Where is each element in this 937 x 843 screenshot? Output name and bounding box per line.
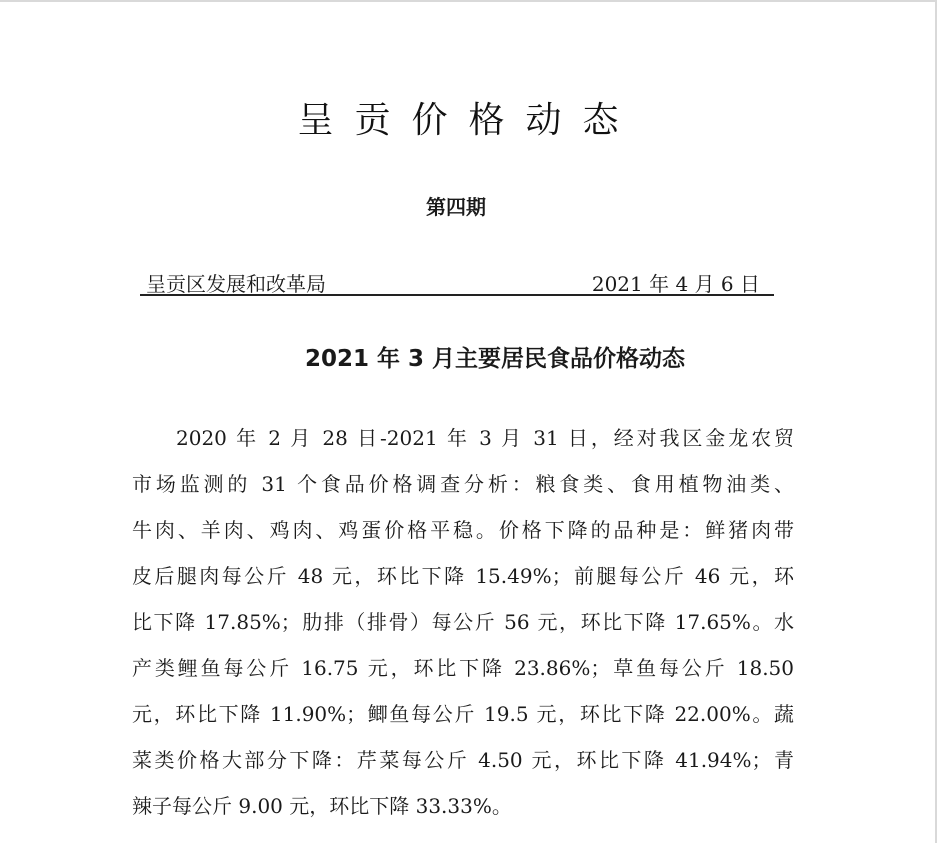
document-title: 呈贡价格动态 xyxy=(297,100,640,141)
body-line: 2020 年 2 月 28 日-2021 年 3 月 31 日，经对我区金龙农贸 xyxy=(176,426,794,450)
page-edge-top xyxy=(0,0,937,2)
issue-number: 第四期 xyxy=(426,195,486,219)
article-headline: 2021 年 3 月主要居民食品价格动态 xyxy=(304,346,686,372)
body-line: 市场监测的 31 个食品价格调查分析：粮食类、食用植物油类、 xyxy=(132,472,794,496)
issue-date: 2021 年 4 月 6 日 xyxy=(591,272,760,296)
body-line: 产类鲤鱼每公斤 16.75 元，环比下降 23.86%；草鱼每公斤 18.50 xyxy=(132,656,794,680)
body-line: 牛肉、羊肉、鸡肉、鸡蛋价格平稳。价格下降的品种是：鲜猪肉带 xyxy=(132,518,794,542)
body-line: 比下降 17.85%；肋排（排骨）每公斤 56 元，环比下降 17.65%。水 xyxy=(132,610,794,634)
article-body xyxy=(132,418,794,832)
body-line: 辣子每公斤 9.00 元，环比下降 33.33%。 xyxy=(132,794,512,818)
body-line: 元，环比下降 11.90%；鲫鱼每公斤 19.5 元，环比下降 22.00%。蔬 xyxy=(132,702,794,726)
issuer-date-line xyxy=(140,266,774,296)
body-line: 菜类价格大部分下降：芹菜每公斤 4.50 元，环比下降 41.94%；青 xyxy=(132,748,794,772)
body-line: 皮后腿肉每公斤 48 元，环比下降 15.49%；前腿每公斤 46 元，环 xyxy=(132,564,794,588)
issuer: 呈贡区发展和改革局 xyxy=(146,272,326,296)
